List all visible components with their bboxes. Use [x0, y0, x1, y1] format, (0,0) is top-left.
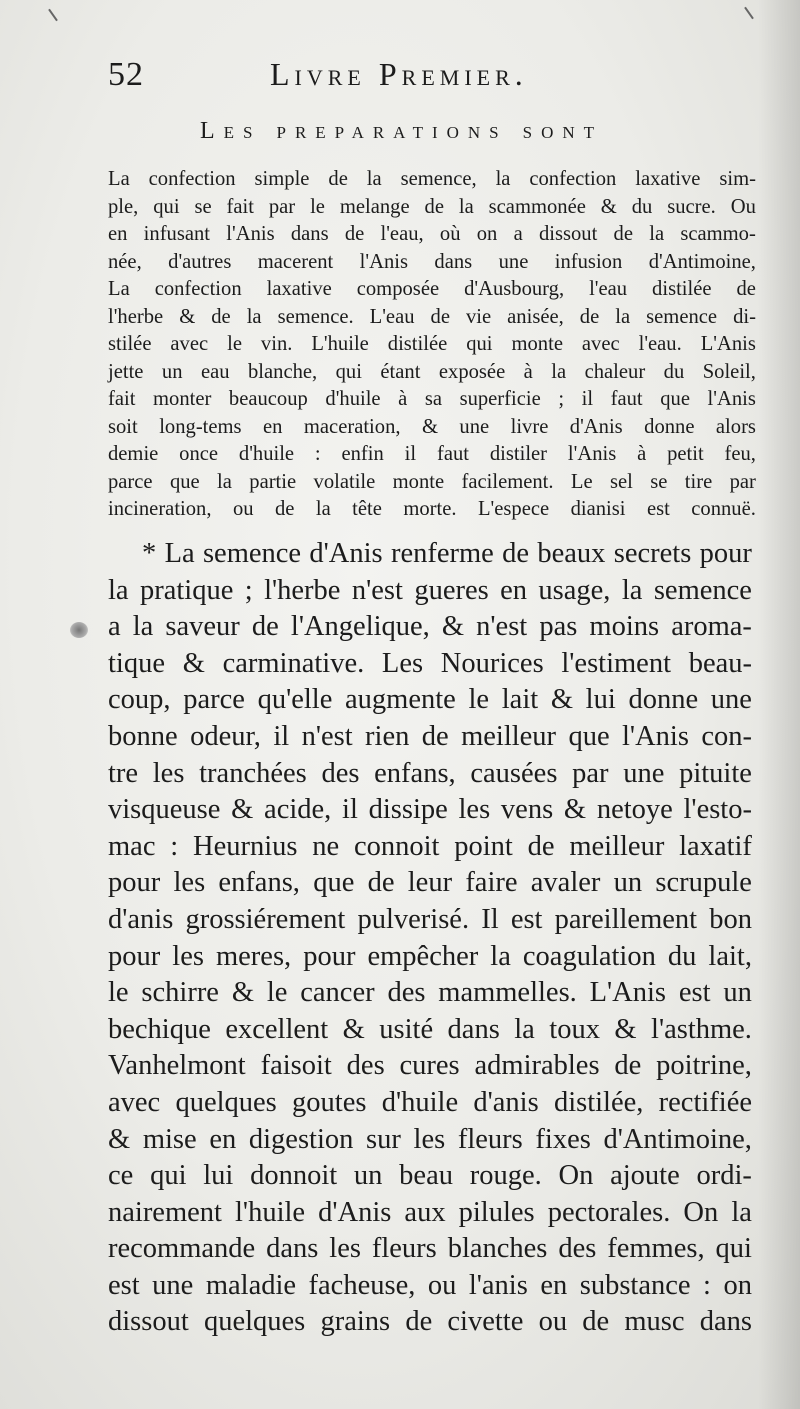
- main-text-line: a la saveur de l'Angelique, & n'est pas moins aroma-: [108, 611, 752, 643]
- main-text-line: bechique excellent & usité dans la toux & l'asthme.: [108, 1013, 752, 1045]
- main-text-line: mac : Heurnius ne connoit point de meilleur laxatif: [108, 830, 752, 862]
- main-text-line: recommande dans les fleurs blanches des femmes, qui: [108, 1233, 752, 1265]
- small-text-line: stilée avec le vin. L'huile distilée qui monte avec l'eau. L'Anis: [108, 333, 756, 355]
- main-text-line: le schirre & le cancer des mammelles. L'Anis est un: [108, 977, 752, 1009]
- small-text-line: La confection simple de la semence, la confection laxative sim-: [108, 168, 756, 190]
- main-text-line: d'anis grossiérement pulverisé. Il est pareillement bon: [108, 903, 752, 935]
- small-text-line: jette un eau blanche, qui étant exposée à la chaleur du Soleil,: [108, 360, 756, 383]
- main-text-line: tique & carminative. Les Nourices l'estiment beau-: [108, 647, 752, 679]
- page-header: [108, 56, 608, 100]
- page-number: 52: [108, 56, 144, 93]
- main-text-line: nairement l'huile d'Anis aux pilules pectorales. On la: [108, 1196, 752, 1228]
- small-text-line: demie once d'huile : enfin il faut distiler l'Anis à petit feu,: [108, 443, 756, 465]
- main-text-line: est une maladie facheuse, ou l'anis en substance : on: [108, 1269, 752, 1301]
- main-text-line: la pratique ; l'herbe n'est gueres en usage, la semence: [108, 574, 752, 606]
- main-text-paragraph: [108, 536, 752, 1341]
- small-text-line: fait monter beaucoup d'huile à sa superficie ; il faut que l'Anis: [108, 388, 756, 410]
- small-text-line: en infusant l'Anis dans de l'eau, où on a dissout de la scammo-: [108, 223, 756, 245]
- small-text-paragraph: [108, 166, 756, 524]
- main-text-line: visqueuse & acide, il dissipe les vens & netoye l'esto-: [108, 794, 752, 826]
- main-text-line: bonne odeur, il n'est rien de meilleur que l'Anis con-: [108, 720, 752, 752]
- small-text-line: l'herbe & de la semence. L'eau de vie anisée, de la semence di-: [108, 305, 756, 328]
- margin-scratch: [48, 9, 58, 22]
- small-text-line: soit long-tems en maceration, & une livre d'Anis donne alors: [108, 415, 756, 438]
- main-text-line: coup, parce qu'elle augmente le lait & lui donne une: [108, 684, 752, 716]
- page-gutter-shadow: [758, 0, 800, 1409]
- small-text-line: née, d'autres macerent l'Anis dans une infusion d'Antimoine,: [108, 250, 756, 273]
- main-text-line: avec quelques goutes d'huile d'anis distilée, rectifiée: [108, 1086, 752, 1118]
- main-text-line: * La semence d'Anis renferme de beaux secrets pour: [142, 538, 752, 569]
- main-text-line: Vanhelmont faisoit des cures admirables de poitrine,: [108, 1050, 752, 1082]
- main-text-line: ce qui lui donnoit un beau rouge. On ajoute ordi-: [108, 1160, 752, 1192]
- main-text-line: pour les enfans, que de leur faire avaler un scrupule: [108, 867, 752, 899]
- section-title: Les preparations sont: [200, 118, 604, 144]
- margin-scratch: [744, 7, 754, 20]
- ink-stain: [70, 622, 88, 638]
- small-text-line: incineration, ou de la tête morte. L'espece dianisi est connuë.: [108, 498, 756, 520]
- running-title: Livre Premier.: [270, 56, 528, 92]
- small-text-line: ple, qui se fait par le melange de la scammonée & du sucre. Ou: [108, 195, 756, 218]
- main-text-line: tre les tranchées des enfans, causées par une pituite: [108, 757, 752, 789]
- small-text-line: La confection laxative composée d'Ausbourg, l'eau distilée de: [108, 278, 756, 300]
- main-text-line: pour les meres, pour empêcher la coagulation du lait,: [108, 940, 752, 972]
- small-text-line: parce que la partie volatile monte facilement. Le sel se tire par: [108, 470, 756, 493]
- main-text-line: & mise en digestion sur les fleurs fixes d'Antimoine,: [108, 1123, 752, 1155]
- main-text-line: dissout quelques grains de civette ou de musc dans: [108, 1306, 752, 1338]
